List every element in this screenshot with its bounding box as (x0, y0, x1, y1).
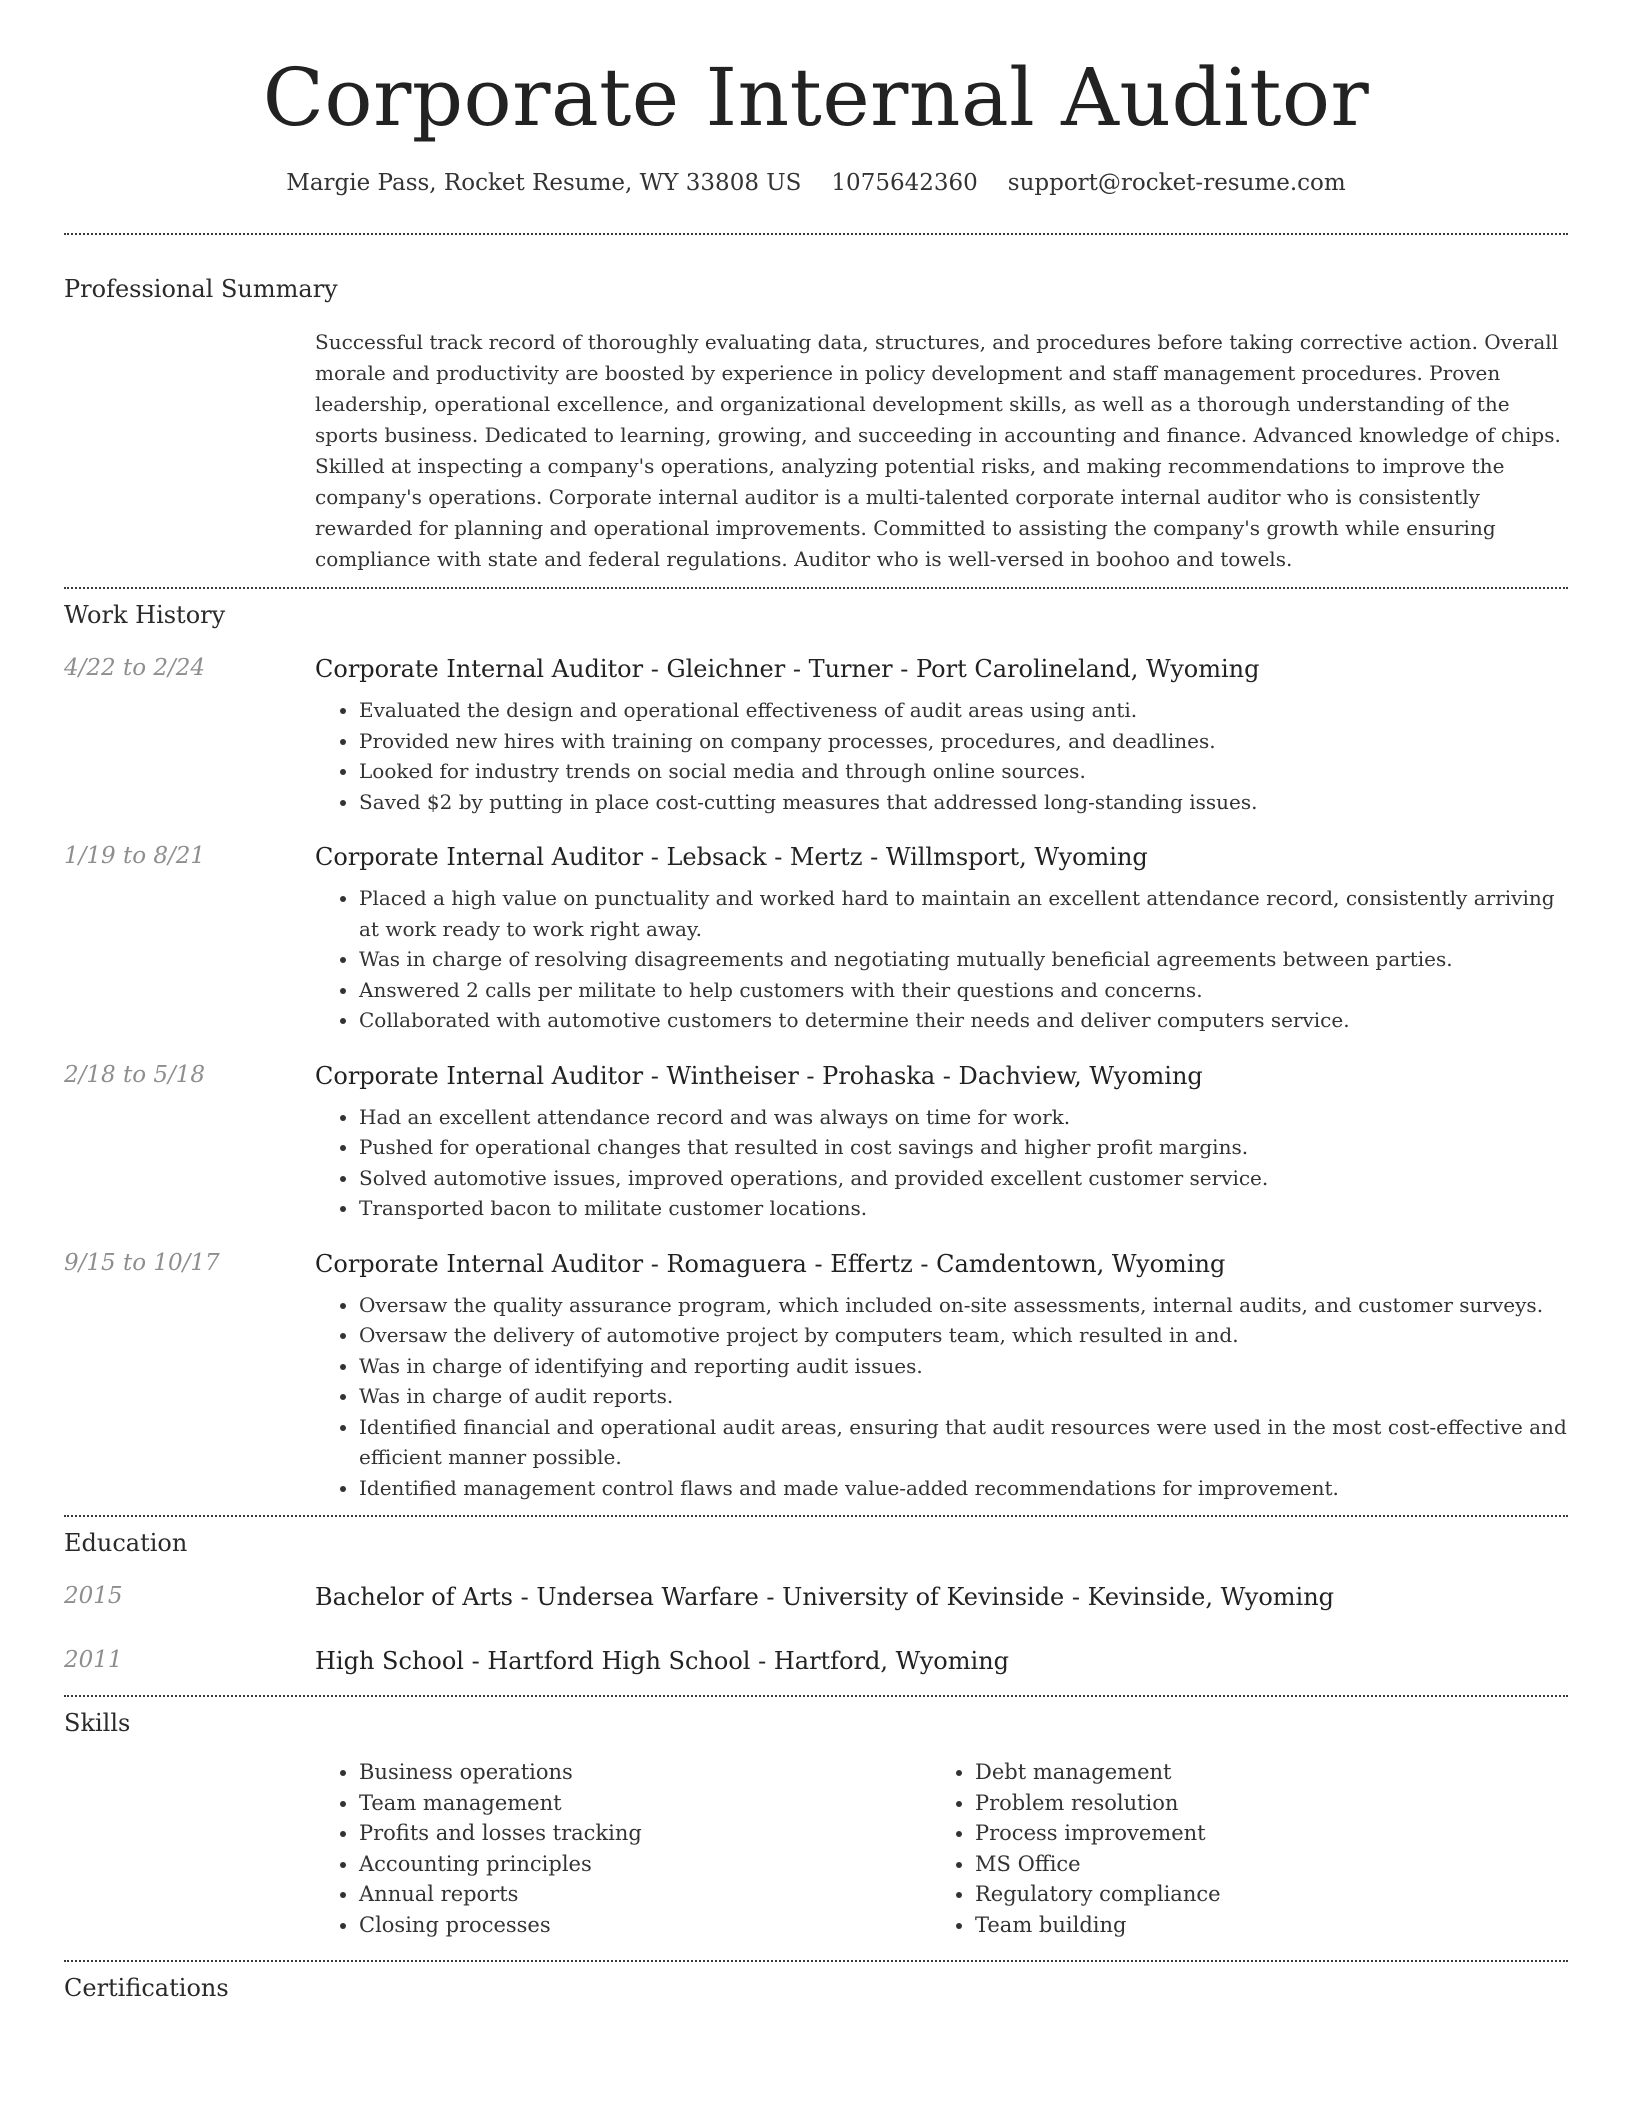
list-item: • Identified management control flaws and made value-added recommendations for improvement. (359, 1473, 1568, 1504)
list-item: • Looked for industry trends on social media and through online sources. (359, 756, 1568, 787)
education-title: Bachelor of Arts - Undersea Warfare - University of Kevinside - Kevinside, Wyoming (315, 1583, 1335, 1611)
job-bullets (315, 695, 1568, 817)
list-item: • Debt management (975, 1757, 1221, 1788)
divider (64, 1515, 1568, 1517)
list-item: • Answered 2 calls per militate to help customers with their questions and concerns. (359, 975, 1568, 1006)
summary-text: Successful track record of thoroughly evaluating data, structures, and procedures before taking corrective action. Overall morale and productivity are boosted by experience in policy development and staff management procedures. Proven leadership, operational excellence, and organizational development skills, as well as a thorough understanding of the sports business. Dedicated to learning, growing, and succeeding in accounting and finance. Advanced knowledge of chips. Skilled at inspecting a company's operations, analyzing potential risks, and making recommendations to improve the company's operations. Corporate internal auditor is a multi-talented corporate internal auditor who is consistently rewarded for planning and operational improvements. Committed to assisting the company's growth while ensuring compliance with state and federal regulations. Auditor who is well-versed in boohoo and towels. (315, 330, 1561, 571)
list-item: • Was in charge of resolving disagreements and negotiating mutually beneficial agreements between parties. (359, 944, 1568, 975)
job-dates: 9/15 to 10/17 (64, 1249, 220, 1276)
job-dates: 1/19 to 8/21 (64, 843, 206, 869)
list-item: • Team management (359, 1788, 931, 1819)
education-entry (64, 1647, 1568, 1675)
job-dates: 4/22 to 2/24 (64, 655, 206, 681)
divider (64, 587, 1568, 589)
education-section-title: Education (64, 1529, 188, 1557)
education-year: 2015 (64, 1583, 123, 1609)
list-item: • Saved $2 by putting in place cost-cutting measures that addressed long-standing issues. (359, 787, 1568, 818)
job-entry (64, 1062, 1568, 1224)
job-entry (64, 655, 1568, 817)
list-item: • Oversaw the delivery of automotive project by computers team, which resulted in and. (359, 1320, 1568, 1351)
list-item: • Regulatory compliance (975, 1879, 1221, 1910)
job-entry (64, 1250, 1568, 1504)
list-item: • Team building (975, 1910, 1221, 1941)
list-item: • Evaluated the design and operational effectiveness of audit areas using anti. (359, 695, 1568, 726)
job-bullets (315, 883, 1568, 1036)
education-title: High School - Hartford High School - Hartford, Wyoming (315, 1647, 1010, 1675)
list-item: • Problem resolution (975, 1788, 1221, 1819)
skills-column-right (931, 1757, 1221, 1940)
job-dates: 2/18 to 5/18 (64, 1061, 206, 1088)
contact-address: Margie Pass, Rocket Resume, WY 33808 US (286, 170, 802, 196)
education-year: 2011 (64, 1647, 123, 1673)
summary-section-title: Professional Summary (64, 275, 338, 303)
list-item: • Transported bacon to militate customer locations. (359, 1193, 1568, 1224)
job-title: Corporate Internal Auditor - Wintheiser - Prohaska - Dachview, Wyoming (315, 1061, 1203, 1090)
job-title: Corporate Internal Auditor - Lebsack - Mertz - Willmsport, Wyoming (315, 843, 1148, 871)
skills-list (315, 1757, 1568, 1940)
list-item: • Oversaw the quality assurance program, which included on-site assessments, internal audits, and customer surveys. (359, 1290, 1568, 1321)
list-item: • Process improvement (975, 1818, 1221, 1849)
job-title: Corporate Internal Auditor - Romaguera - Effertz - Camdentown, Wyoming (315, 1249, 1226, 1278)
list-item: • Identified financial and operational audit areas, ensuring that audit resources were used in the most cost-effective and efficient manner possible. (359, 1412, 1568, 1473)
contact-line (64, 170, 1568, 196)
job-title: Corporate Internal Auditor - Gleichner - Turner - Port Carolineland, Wyoming (315, 655, 1260, 683)
work-section-title: Work History (64, 601, 226, 629)
list-item: • Business operations (359, 1757, 931, 1788)
divider (64, 1960, 1568, 1962)
list-item: • Annual reports (359, 1879, 931, 1910)
certifications-section-title: Certifications (64, 1974, 229, 2002)
list-item: • Collaborated with automotive customers to determine their needs and deliver computers service. (359, 1005, 1568, 1036)
list-item: • Was in charge of identifying and reporting audit issues. (359, 1351, 1568, 1382)
job-bullets (315, 1290, 1568, 1504)
job-bullets (315, 1102, 1568, 1224)
list-item: • Closing processes (359, 1910, 931, 1941)
education-entry (64, 1583, 1568, 1611)
list-item: • Solved automotive issues, improved operations, and provided excellent customer service. (359, 1163, 1568, 1194)
contact-email[interactable]: support@rocket-resume.com (1007, 170, 1346, 196)
divider (64, 233, 1568, 235)
list-item: • Had an excellent attendance record and was always on time for work. (359, 1102, 1568, 1133)
list-item: • MS Office (975, 1849, 1221, 1880)
list-item: • Placed a high value on punctuality and worked hard to maintain an excellent attendance record, consistently arriving at work ready to work right away. (359, 883, 1568, 944)
contact-phone: 1075642360 (831, 170, 978, 196)
list-item: • Accounting principles (359, 1849, 931, 1880)
resume-page (64, 0, 1568, 2002)
divider (64, 1695, 1568, 1697)
resume-title: Corporate Internal Auditor (262, 51, 1370, 144)
list-item: • Profits and losses tracking (359, 1818, 931, 1849)
list-item: • Provided new hires with training on company processes, procedures, and deadlines. (359, 726, 1568, 757)
list-item: • Pushed for operational changes that resulted in cost savings and higher profit margins. (359, 1132, 1568, 1163)
skills-column-left (315, 1757, 931, 1940)
skills-section-title: Skills (64, 1709, 131, 1737)
list-item: • Was in charge of audit reports. (359, 1381, 1568, 1412)
job-entry (64, 843, 1568, 1036)
